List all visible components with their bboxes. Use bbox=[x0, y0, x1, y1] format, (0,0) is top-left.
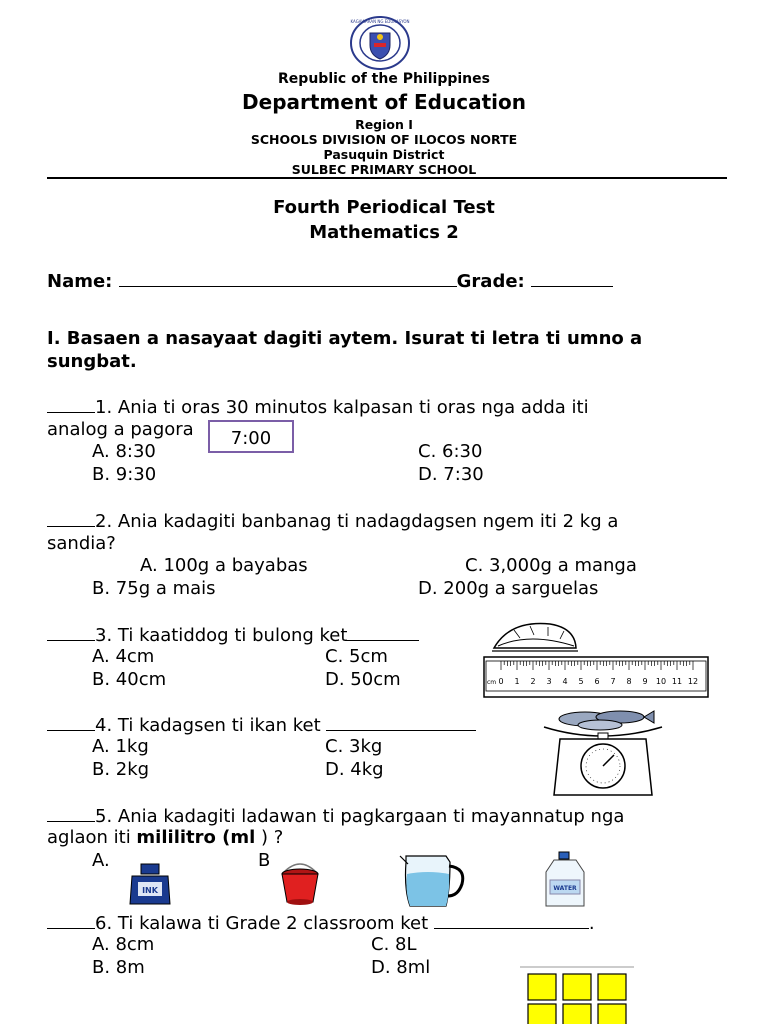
school-line: SULBEC PRIMARY SCHOOL bbox=[291, 162, 477, 177]
digital-clock-box: 7:00 bbox=[208, 420, 294, 453]
grade-label: Grade: bbox=[456, 271, 525, 292]
choice-4a: A. 1kg bbox=[92, 736, 149, 757]
ruler-number-label: 12 bbox=[687, 677, 699, 686]
header-divider bbox=[47, 177, 727, 179]
question-2: 2. Ania kadagiti banbanag ti nadagdagsen ngem iti 2 kg a bbox=[47, 510, 618, 532]
district-line: Pasuquin District bbox=[323, 147, 445, 162]
choice-3a: A. 4cm bbox=[92, 646, 155, 667]
ruler-number-label: 10 bbox=[655, 677, 667, 686]
answer-line-3 bbox=[347, 624, 419, 641]
ruler-number-label: 9 bbox=[642, 677, 648, 686]
water-pitcher-icon bbox=[398, 850, 468, 910]
choice-2a: A. 100g a bayabas bbox=[140, 555, 308, 576]
choice-1c: C. 6:30 bbox=[418, 441, 483, 462]
choice-1b: B. 9:30 bbox=[92, 464, 157, 485]
deped-seal-icon bbox=[349, 15, 411, 71]
name-blank[interactable] bbox=[119, 270, 457, 287]
choice-6b: B. 8m bbox=[92, 957, 145, 978]
question-5-text: Ania kadagiti ladawan ti pagkargaan ti mayannatup nga bbox=[117, 806, 625, 827]
choice-6d: D. 8ml bbox=[371, 957, 431, 978]
ruler-number-label: 8 bbox=[626, 677, 632, 686]
choice-5a: A. bbox=[92, 850, 110, 871]
ruler-number-label: 1 bbox=[514, 677, 520, 686]
choice-4b: B. 2kg bbox=[92, 759, 150, 780]
republic-line: Republic of the Philippines bbox=[278, 71, 490, 87]
answer-blank-2[interactable] bbox=[47, 510, 95, 527]
department-title: Department of Education bbox=[242, 90, 526, 114]
answer-line-4 bbox=[326, 714, 476, 731]
choice-2b: B. 75g a mais bbox=[92, 578, 216, 599]
answer-blank-1[interactable] bbox=[47, 396, 95, 413]
seal-text: KAGAWARAN NG EDUKASYON bbox=[350, 19, 410, 24]
choice-5b: B bbox=[258, 850, 271, 871]
choice-1d: D. 7:30 bbox=[418, 464, 484, 485]
leaf-icon bbox=[490, 618, 580, 658]
answer-blank-6[interactable] bbox=[47, 912, 95, 929]
instructions-line-1: I. Basaen a nasayaat dagiti aytem. Isurat ti letra ti umno a bbox=[47, 328, 643, 349]
ruler-number-label: 2 bbox=[530, 677, 536, 686]
question-6-text: Ti kalawa ti Grade 2 classroom ket bbox=[117, 913, 429, 934]
test-title: Fourth Periodical Test bbox=[273, 197, 495, 218]
choice-3c: C. 5cm bbox=[325, 646, 388, 667]
ruler-number-label: 4 bbox=[562, 677, 568, 686]
choice-2c: C. 3,000g a manga bbox=[465, 555, 637, 576]
division-line: SCHOOLS DIVISION OF ILOCOS NORTE bbox=[250, 132, 518, 147]
choice-1a: A. 8:30 bbox=[92, 441, 156, 462]
ruler-icon bbox=[483, 656, 709, 698]
choice-6a: A. 8cm bbox=[92, 934, 155, 955]
question-2-text-line-2: sandia? bbox=[47, 533, 116, 554]
ink-bottle-icon bbox=[128, 862, 172, 906]
choice-2d: D. 200g a sarguelas bbox=[418, 578, 599, 599]
ruler-number-label: 11 bbox=[671, 677, 683, 686]
question-2-text: Ania kadagiti banbanag ti nadagdagsen ngem iti 2 kg a bbox=[117, 511, 619, 532]
answer-blank-3[interactable] bbox=[47, 624, 95, 641]
ruler-number-label: 5 bbox=[578, 677, 584, 686]
question-4: 4. Ti kadagsen ti ikan ket bbox=[47, 714, 476, 736]
question-1-text-line-2: analog a pagora bbox=[47, 419, 194, 440]
grade-blank[interactable] bbox=[531, 270, 613, 287]
ink-label: INK bbox=[142, 886, 158, 895]
choice-3d: D. 50cm bbox=[325, 669, 401, 690]
question-4-text: Ti kadagsen ti ikan ket bbox=[117, 715, 321, 736]
gallon-label: WATER bbox=[553, 885, 577, 892]
name-label: Name: bbox=[47, 271, 113, 292]
question-5: 5. Ania kadagiti ladawan ti pagkargaan ti mayannatup nga bbox=[47, 805, 624, 827]
answer-line-6 bbox=[434, 912, 589, 929]
ruler-number-label: 7 bbox=[610, 677, 616, 686]
answer-blank-5[interactable] bbox=[47, 805, 95, 822]
question-3-text: Ti kaatiddog ti bulong ket bbox=[117, 625, 348, 646]
choice-6c: C. 8L bbox=[371, 934, 417, 955]
ruler-number-label: 0 bbox=[498, 677, 504, 686]
question-1: 1. Ania ti oras 30 minutos kalpasan ti oras nga adda iti bbox=[47, 396, 589, 418]
water-gallon-icon bbox=[540, 850, 590, 910]
choice-4d: D. 4kg bbox=[325, 759, 384, 780]
answer-blank-4[interactable] bbox=[47, 714, 95, 731]
question-3: 3. Ti kaatiddog ti bulong ket bbox=[47, 624, 419, 646]
fish-scale-icon bbox=[540, 705, 670, 800]
question-6: 6. Ti kalawa ti Grade 2 classroom ket . bbox=[47, 912, 595, 934]
ruler-unit-label: cm bbox=[487, 679, 497, 686]
ruler-number-label: 6 bbox=[594, 677, 600, 686]
test-subject: Mathematics 2 bbox=[309, 222, 459, 243]
choice-4c: C. 3kg bbox=[325, 736, 383, 757]
bucket-icon bbox=[278, 862, 322, 906]
choice-3b: B. 40cm bbox=[92, 669, 167, 690]
question-5-text-line-2: aglaon iti mililitro (ml ) ? bbox=[47, 827, 284, 848]
yellow-tiles-icon bbox=[520, 964, 636, 1024]
name-grade-row bbox=[47, 270, 613, 292]
instructions-line-2: sungbat. bbox=[47, 351, 137, 372]
region-line: Region I bbox=[355, 117, 413, 132]
ruler-number-label: 3 bbox=[546, 677, 552, 686]
question-1-text: Ania ti oras 30 minutos kalpasan ti oras nga adda iti bbox=[117, 397, 589, 418]
